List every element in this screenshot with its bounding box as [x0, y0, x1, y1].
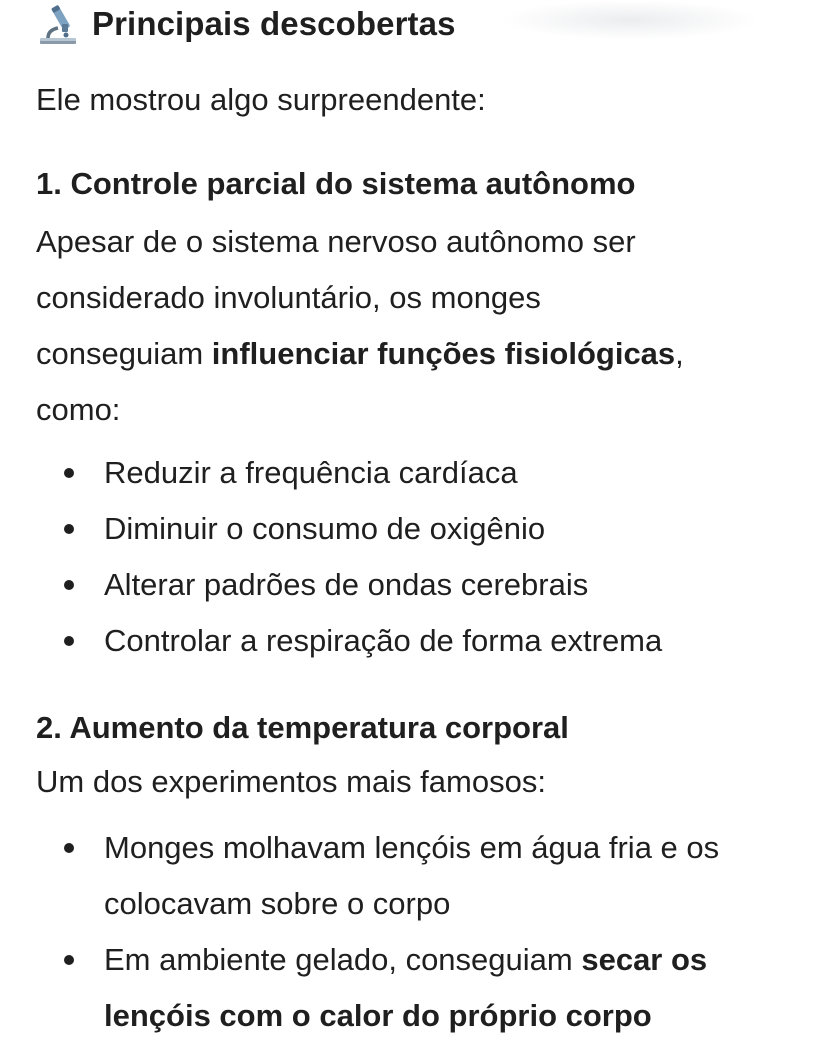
section-1-highlight: influenciar funções fisiológicas [211, 336, 676, 371]
list-item: Reduzir a frequência cardíaca [104, 455, 518, 490]
section-2-intro: Um dos experimentos mais famosos: [36, 764, 546, 799]
list-item-pre: Em ambiente gelado, conseguiam [104, 942, 582, 977]
bullet-dot [64, 580, 74, 590]
section-1-title: 1. Controle parcial do sistema autônomo [36, 166, 636, 201]
page-title: Principais descobertas [92, 5, 456, 42]
section-2-title: 2. Aumento da temperatura corporal [36, 710, 569, 745]
section-1-line-2: considerado involuntário, os monges [36, 280, 541, 315]
list-item: Controlar a respiração de forma extrema [104, 623, 663, 658]
section-heading [36, 0, 456, 48]
microscope-icon [36, 2, 80, 46]
section-1-line-3-post: , [675, 336, 684, 371]
bullet-dot [64, 955, 74, 965]
bullet-dot [64, 843, 74, 853]
section-1-line-1: Apesar de o sistema nervoso autônomo ser [36, 224, 636, 259]
list-item-line-1 [104, 932, 707, 988]
list-item-line-2: colocavam sobre o corpo [104, 886, 451, 921]
section-1-line-3-pre: conseguiam [36, 336, 212, 371]
list-item-highlight: secar os [581, 942, 708, 977]
list-item: Alterar padrões de ondas cerebrais [104, 567, 589, 602]
section-1-line-4: como: [36, 392, 121, 427]
bullet-dot [64, 636, 74, 646]
list-item-line-1: Monges molhavam lençóis em água fria e os [104, 830, 720, 865]
list-item-line-2: lençóis com o calor do próprio corpo [104, 998, 652, 1033]
list-item: Diminuir o consumo de oxigênio [104, 511, 546, 546]
bullet-dot [64, 524, 74, 534]
section-1-line-3 [36, 326, 684, 382]
bullet-dot [64, 468, 74, 478]
header-shadow [500, 0, 760, 40]
intro-text: Ele mostrou algo surpreendente: [36, 82, 486, 117]
